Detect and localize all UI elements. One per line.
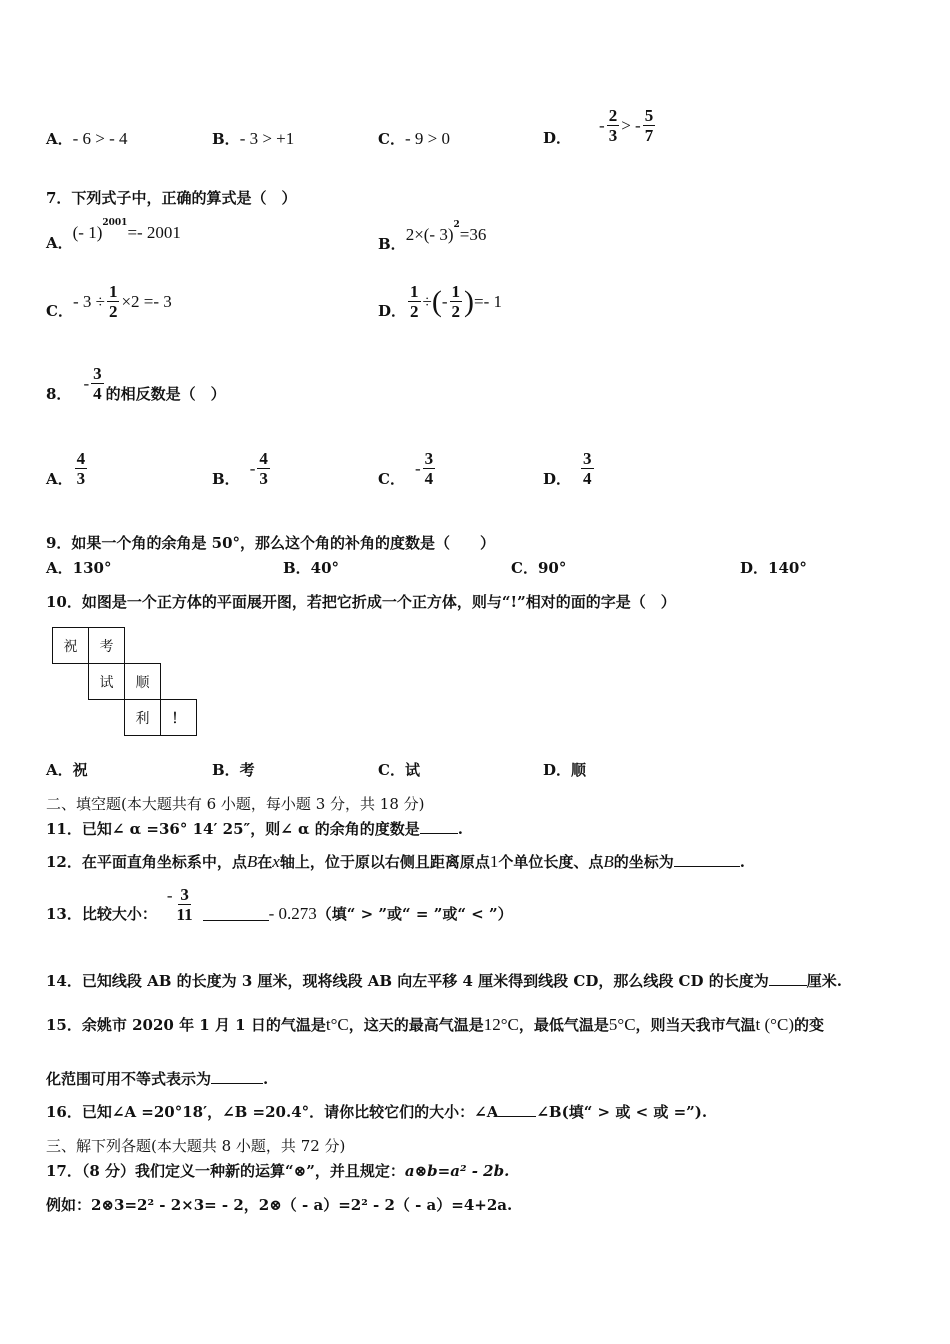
q10-option-c: C．试 xyxy=(378,761,420,779)
q9-stem: 9．如果一个角的余角是 50°，那么这个角的补角的度数是（ ） xyxy=(46,534,496,552)
cube-face: ！ xyxy=(160,699,197,736)
q15-line-1: 15．余姚市 2020 年 1 月 1 日的气温是t°C，这天的最高气温是12°C，最低气温是5°C，则当天我市气温t (°C)的变 xyxy=(46,1015,824,1034)
section-2-heading: 二、填空题(本大题共有 6 小题，每小题 3 分，共 18 分) xyxy=(46,795,425,813)
q11: 11．已知∠ α =36° 14′ 25″，则∠ α 的余角的度数是 . xyxy=(46,820,464,838)
q17-example: 例如：2⊗3=2² - 2×3= - 2，2⊗（ - a）=2² - 2（ - a）=4+2a. xyxy=(46,1196,513,1214)
cube-face: 顺 xyxy=(124,663,161,700)
cube-face: 考 xyxy=(88,627,125,664)
q9-option-d: D．140° xyxy=(740,559,807,577)
cube-face: 祝 xyxy=(52,627,89,664)
q9-option-c: C．90° xyxy=(511,559,567,577)
q10-stem: 10．如图是一个正方体的平面展开图，若把它折成一个正方体，则与“!”相对的面的字是（ ） xyxy=(46,593,676,611)
q8-option-b: B． - $\frac{4}{3}$ xyxy=(212,449,268,488)
section-3-heading: 三、解下列各题(本大题共 8 小题，共 72 分) xyxy=(46,1137,346,1155)
q7-option-b: B．2×(- 3)$^2$=36 xyxy=(378,220,487,253)
q8-stem: 8． - $\frac{3}{4}$ 的相反数是（ ） xyxy=(46,364,226,403)
q6-option-d: D． - $\frac{2}{3}$ > - $\frac{5}{7}$ xyxy=(543,106,654,147)
q8-option-d: D． $\frac{3}{4}$ xyxy=(543,449,592,488)
q14: 14．已知线段 AB 的长度为 3 厘米，现将线段 AB 向左平移 4 厘米得到线段 CD，那么线段 CD 的长度为 厘米. xyxy=(46,972,842,990)
q10-option-a: A．祝 xyxy=(46,761,88,779)
q12: 12．在平面直角坐标系中，点B在x轴上，位于原以右侧且距离原点1个单位长度、点B的坐标为 . xyxy=(46,852,746,871)
q9-option-b: B．40° xyxy=(283,559,340,577)
q7-option-c: C． - 3 ÷ $\frac{1}{2}$ ×2 =- 3 xyxy=(46,282,172,321)
q13: 13．比较大小： - $\frac{3}{11}$ - 0.273 （填“ > ”或“ = ”或“ < ”） xyxy=(46,885,513,924)
q9-option-a: A．130° xyxy=(46,559,112,577)
q7-stem: 7．下列式子中，正确的算式是（ ） xyxy=(46,189,297,207)
cube-face: 试 xyxy=(88,663,125,700)
q15-line-2: 化范围可用不等式表示为 . xyxy=(46,1070,269,1088)
q10-option-d: D．顺 xyxy=(543,761,587,779)
q6-option-a: A．- 6 > - 4 xyxy=(46,129,128,148)
q8-option-c: C． - $\frac{3}{4}$ xyxy=(378,449,434,488)
q17: 17．（8 分）我们定义一种新的运算“⊗”，并且规定：a⊗b=a² - 2b. xyxy=(46,1162,510,1180)
q6-option-c: C．- 9 > 0 xyxy=(378,129,450,148)
q8-option-a: A． $\frac{4}{3}$ xyxy=(46,449,86,488)
cube-face: 利 xyxy=(124,699,161,736)
q7-option-d: D． $\frac{1}{2}$ ÷ ( - $\frac{1}{2}$ ) =- 1 xyxy=(378,282,503,321)
q6-option-b: B．- 3 > +1 xyxy=(212,129,295,148)
q16: 16．已知∠A =20°18′，∠B =20.4°．请你比较它们的大小：∠A ∠B(填“ > 或 < 或 =”). xyxy=(46,1103,708,1121)
q10-option-b: B．考 xyxy=(212,761,255,779)
q7-option-a: A．(- 1)$^{2001}$=- 2001 xyxy=(46,218,181,252)
